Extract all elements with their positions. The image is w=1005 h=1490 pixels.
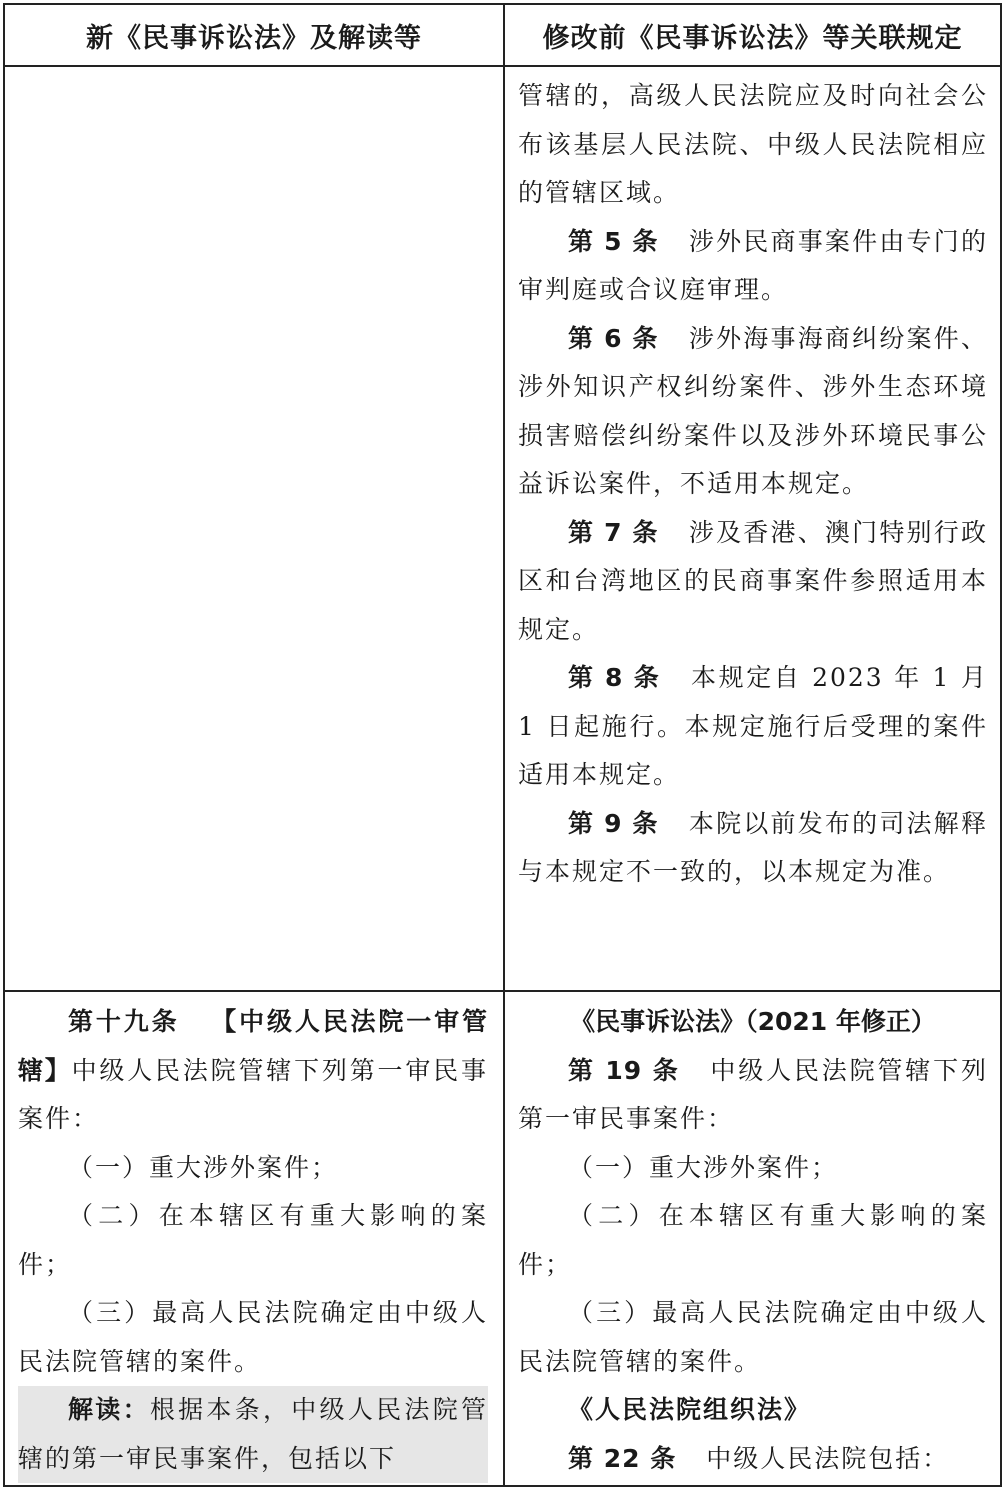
article-6-text: 涉外海事海商纠纷案件、涉外知识产权纠纷案件、涉外生态环境损害赔偿纠纷案件以及涉外环境民事公益诉讼案件，不适用本规定。 [518,323,988,498]
article-9-title: 第 9 条 [568,808,659,838]
cell-bottom-right [518,998,988,1483]
list-item: （一）重大涉外案件； [68,1152,339,1182]
article-19-old [518,1047,988,1144]
article-22-title: 第 22 条 [568,1443,677,1473]
header-divider [3,65,1002,67]
article-8 [518,654,988,800]
list-item: （三）最高人民法院确定由中级人民法院管辖的案件。 [518,1298,988,1376]
list-item: （三）最高人民法院确定由中级人民法院管辖的案件。 [18,1298,488,1376]
article-8-title: 第 8 条 [568,663,661,692]
list-item: （一）重大涉外案件； [568,1152,839,1182]
article-7-text: 涉及香港、澳门特别行政区和台湾地区的民商事案件参照适用本规定。 [518,517,988,644]
cell-top-right [518,72,988,897]
cell-bottom-left [18,998,488,1483]
header-left: 新《民事诉讼法》及解读等 [86,22,422,54]
column-divider [503,3,505,1487]
article-22 [518,1435,988,1484]
article-7-title: 第 7 条 [568,517,659,547]
article-5-text: 涉外民商事案件由专门的审判庭或合议庭审理。 [518,226,988,304]
article-8-text: 本规定自 2023 年 1 月 1 日起施行。本规定施行后受理的案件适用本规定。 [518,663,988,789]
article-22-text: 中级人民法院包括： [706,1443,950,1473]
law2-title: 《人民法院组织法》 [568,1395,812,1424]
list-item: （二）在本辖区有重大影响的案件； [18,1201,488,1279]
article-19-new [18,998,488,1144]
interpretation-text: 根据本条，中级人民法院管辖的第一审民事案件，包括以下 [18,1395,488,1473]
article-7 [518,509,988,655]
article-6-title: 第 6 条 [568,323,659,353]
interpretation-label: 解读： [68,1395,150,1424]
article-19-title: 第十九条 [68,1007,180,1036]
article-19-text: 中级人民法院管辖下列第一审民事案件： [18,1055,488,1133]
article-19-heading: 【中级人民法院一审管辖】 [18,1007,488,1085]
law-title: 《民事诉讼法》（2021 年修正） [570,1007,936,1036]
article-9-text: 本院以前发布的司法解释与本规定不一致的，以本规定为准。 [518,808,988,886]
header-right: 修改前《民事诉讼法》等关联规定 [542,22,963,54]
article-9 [518,800,988,897]
paragraph-continued: 管辖的，高级人民法院应及时向社会公布该基层人民法院、中级人民法院相应的管辖区域。 [518,81,988,207]
list-item: （二）在本辖区有重大影响的案件； [518,1201,988,1279]
interpretation [18,1386,488,1483]
article-6 [518,315,988,509]
article-5-title: 第 5 条 [568,226,659,256]
article-19-old-title: 第 19 条 [568,1055,680,1085]
article-19-old-text: 中级人民法院管辖下列第一审民事案件： [518,1055,988,1133]
article-5 [518,218,988,315]
row-divider [3,990,1002,992]
